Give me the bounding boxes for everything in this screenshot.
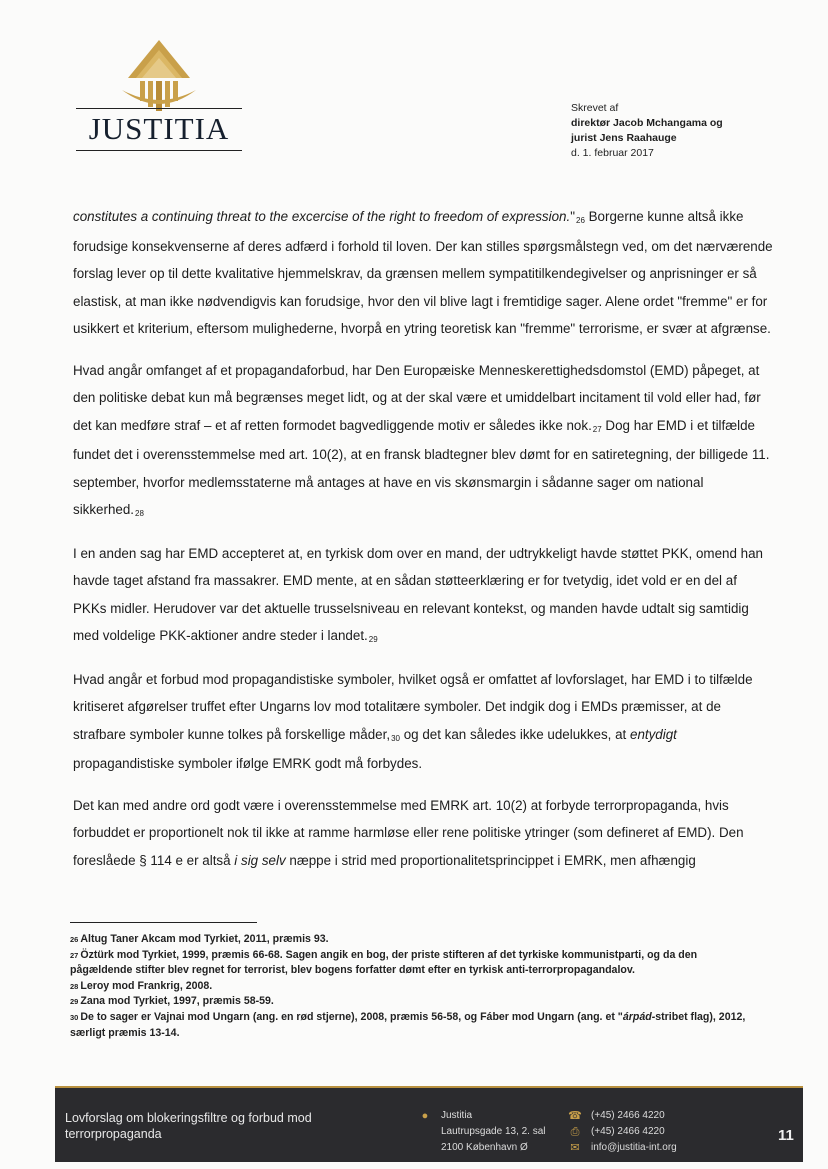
- paragraph-1: [73, 203, 773, 343]
- footnote-text: Zana mod Tyrkiet, 1997, præmis 58-59.: [80, 995, 274, 1008]
- paragraph-5-text-b: næppe i strid med proportionalitetsprincippet i EMRK, men afhængig: [285, 852, 696, 868]
- quote-italic: constitutes a continuing threat to the excercise of the right to freedom of expression.: [73, 209, 571, 224]
- paragraph-2-text-a: Hvad angår omfanget af et propagandaforbud, har Den Europæiske Menneskerettighedsdomstol (EMD) påpeget, at den politiske debat kun må begrænses meget lidt, og at der skal være et umiddelbart incitament til vold eller had, før det kan medføre straf – et af retten formodet bagvedliggende motiv er således ikke nok.: [73, 362, 761, 433]
- footnote-italic: árpád-: [622, 1010, 656, 1023]
- footer-address-1: Lautrupsgade 13, 2. sal: [441, 1126, 546, 1137]
- paragraph-4-text-a: Hvad angår et forbud mod propagandistiske symboler, hvilket også er omfattet af lovforslaget, har EMD i to tilfælde kritiseret afgørelser truffet efter Ungarns lov mod totalitære symboler. Det indgik dog i EMDs præmisser, at de strafbare symboler kunne tolkes på forskellige måder,: [73, 671, 753, 742]
- paragraph-2-text-b: Dog har EMD i et tilfælde fundet det i overensstemmelse med art. 10(2), at en fransk bladtegner blev dømt for en satiretegning, der billigede 11. september, hvorfor medlemsstaterne må antages at have en vis skønsmargin i sådanne sager om national sikkerhed.: [73, 417, 770, 517]
- author-director: direktør Jacob Mchangama og: [571, 117, 723, 129]
- footnote-number: 27: [70, 950, 79, 960]
- paragraph-4: [73, 666, 773, 778]
- paragraph-5-italic: i sig selv: [234, 852, 286, 868]
- quote-close: ": [570, 209, 575, 224]
- footnote-text-b: stribet flag), 2012, særligt præmis 13-14.: [70, 1010, 746, 1039]
- footnote-number: 28: [70, 981, 79, 991]
- footer-phone[interactable]: (+45) 2466 4220: [591, 1110, 665, 1121]
- footer-document-title: [65, 1110, 335, 1142]
- footnote-30: [70, 1010, 760, 1041]
- author-written-by: Skrevet af: [571, 102, 619, 114]
- footnote-ref-29[interactable]: 29: [368, 635, 378, 644]
- paragraph-4-text-c: propagandistiske symboler ifølge EMRK godt må forbydes.: [73, 756, 423, 771]
- footer-title-line-1: Lovforslag om blokeringsfiltre og forbud mod: [65, 1111, 312, 1125]
- footnote-27: [70, 948, 760, 979]
- footnote-ref-27[interactable]: 27: [592, 424, 602, 434]
- footer-org: Justitia: [441, 1110, 473, 1121]
- footer-address: [417, 1108, 546, 1156]
- paragraph-2: [73, 357, 773, 526]
- logo-wordmark: JUSTITIA: [88, 111, 230, 146]
- body-text: [73, 203, 773, 888]
- footnote-26: [70, 932, 760, 948]
- phone-icon: ☎: [568, 1110, 582, 1122]
- paragraph-1-text: Borgerne kunne altså ikke forudsige konsekvenserne af deres adfærd i forhold til loven. Der kan stilles spørgsmålstegn ved, om det nærværende forslag lever op til dette kvalitative hjemmelskrav, da grænsen mellem sympatitilkendegivelser og anprisninger er så elastisk, at man ikke nødvendigvis kan forudsige, hvor den vil blive lagt i fremtidige sager. Alene ordet "fremme" er for usikkert et kriterium, eftersom mulighederne, hvorpå en ytring teoretisk kan "fremme" terrorisme, er svær at afgrænse.: [73, 209, 773, 336]
- footer-fax: (+45) 2466 4220: [591, 1126, 665, 1137]
- footnote-number: 30: [70, 1012, 79, 1022]
- page-number: 11: [778, 1127, 794, 1144]
- author-jurist: jurist Jens Raahauge: [571, 132, 677, 144]
- footnote-ref-26[interactable]: 26: [576, 216, 585, 225]
- footnote-number: 26: [70, 935, 79, 944]
- paragraph-3: [73, 540, 773, 652]
- footnotes: [70, 932, 760, 1041]
- footer-address-2: 2100 København Ø: [441, 1142, 528, 1153]
- footnote-text: Öztürk mod Tyrkiet, 1999, præmis 66-68. Sagen angik en bog, der priste stifteren af det tyrkiske kommunistparti, og da den pågældende stifter blev regnet for terrorist, blev bogens forfatter dømt efter en tyrkisk anti-terrorpropagandalov.: [70, 948, 698, 977]
- footer-contact: [567, 1108, 677, 1156]
- footnote-divider: [70, 922, 257, 923]
- footnote-ref-28[interactable]: 28: [135, 509, 144, 518]
- paragraph-5-text-a: Det kan med andre ord godt være i overensstemmelse med EMRK art. 10(2) at forbyde terrorpropaganda, hvis forbuddet er proportionelt nok til ikke at ramme harmløse eller rene politiske ytringer (som defineret af EMD). Den foreslåede § 114 e er altså: [73, 797, 744, 868]
- paragraph-5: [73, 792, 773, 875]
- page-footer: [55, 1086, 803, 1162]
- footnote-29: [70, 994, 760, 1010]
- author-date: d. 1. februar 2017: [571, 147, 654, 159]
- footnote-text: Altug Taner Akcam mod Tyrkiet, 2011, præmis 93.: [80, 933, 329, 945]
- footnote-text: De to sager er Vajnai mod Ungarn (ang. en rød stjerne), 2008, præmis 56-58, og Fáber mod Ungarn (ang. et ": [80, 1010, 623, 1023]
- footnote-28: [70, 979, 760, 995]
- mail-icon: ✉: [570, 1142, 580, 1154]
- logo-rule-top: [76, 108, 242, 109]
- paragraph-4-italic: entydigt: [630, 726, 677, 742]
- logo-rule-bottom: [76, 150, 242, 151]
- footnote-ref-30[interactable]: 30: [391, 733, 400, 743]
- paragraph-4-text-b: og det kan således ikke udelukkes, at: [399, 726, 630, 742]
- paragraph-3-text: I en anden sag har EMD accepteret at, en tyrkisk dom over en mand, der udtrykkeligt havde støttet PKK, omend han havde taget afstand fra massakrer. EMD mente, at en sådan støtteerklæring er for tvetydig, idet vold er en del af PKKs midler. Herudover var det aktuelle trusselsniveau en relevant kontekst, og manden havde udtalt sig samtidig med voldelige PKK-aktioner andre steder i landet.: [73, 545, 763, 643]
- author-block: [571, 101, 723, 161]
- fax-icon: ⎙: [570, 1126, 580, 1138]
- footnote-number: 29: [70, 997, 79, 1007]
- location-pin-icon: ●: [421, 1110, 429, 1122]
- footer-title-line-2: terrorpropaganda: [65, 1127, 162, 1141]
- footnote-text: Leroy mod Frankrig, 2008.: [80, 979, 213, 992]
- footer-gold-rule: [55, 1086, 803, 1088]
- footer-email[interactable]: info@justitia-int.org: [591, 1142, 677, 1153]
